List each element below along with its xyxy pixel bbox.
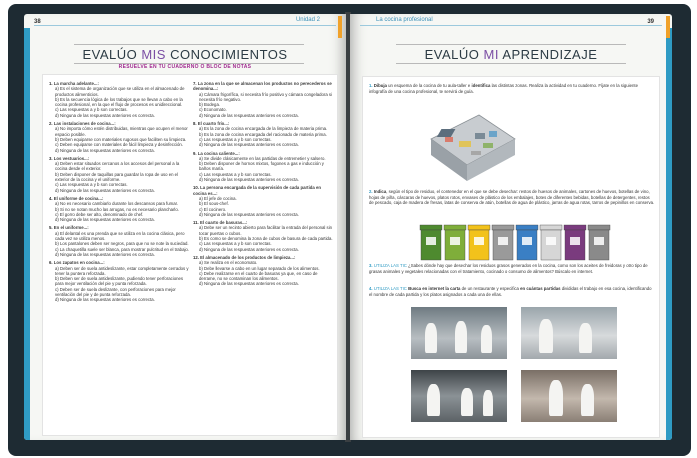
left-page-number: 38 xyxy=(34,19,41,25)
recycling-bins-illustration xyxy=(419,223,611,263)
answer-option: a) Deben estar situados cercanos a los accesos del personal a la cocina desde el exterior. xyxy=(55,161,180,172)
answer-option: c) Las respuestas a y b son correctas. xyxy=(55,182,128,188)
activity-1 xyxy=(369,83,655,94)
answer-option: a) El jefe de cocina. xyxy=(199,195,237,201)
answer-option: c) El cocinero. xyxy=(199,206,227,212)
activity-keyword: en cuántas partidas xyxy=(520,286,561,291)
activities-panel xyxy=(362,76,660,438)
quiz-question xyxy=(193,255,333,287)
question-text: La zona en la que se almacenan los productos no perecederos se denomina...: xyxy=(193,81,332,92)
recycling-bin xyxy=(444,225,466,260)
left-page xyxy=(24,14,346,440)
recycling-bin xyxy=(492,225,514,260)
answer-option: c) Deben ser de suela deslizante, con perforaciones para mejor ventilación del pie y de punta reforzada. xyxy=(55,286,176,297)
answer-option: a) No importa cómo estén distribuidas, mientras que ocupen el menor espacio posible. xyxy=(55,126,188,137)
answer-option: d) Ninguna de las respuestas anteriores es correcta. xyxy=(199,246,299,252)
quiz-question xyxy=(193,185,333,217)
recycling-bin xyxy=(468,225,490,260)
activity-3 xyxy=(369,263,655,274)
activity-keyword: Indica xyxy=(373,189,387,194)
activity-number: 4. xyxy=(369,286,373,291)
answer-option: c) Deben equiparse con materiales de fácil limpieza y desinfección. xyxy=(55,142,184,148)
quiz-column-1 xyxy=(49,81,189,306)
answer-option: d) Ninguna de las respuestas anteriores es correcta. xyxy=(199,112,299,118)
left-page-subtitle: RESUELVE EN TU CUADERNO O BLOC DE NOTAS xyxy=(118,64,252,70)
answer-option: c) Las respuestas a y b son correctas. xyxy=(199,241,272,247)
activity-text: un esquema de la cocina de tu aula-taller e xyxy=(386,83,472,88)
answer-option: d) Ninguna de las respuestas anteriores es correcta. xyxy=(55,112,155,118)
quiz-panel xyxy=(42,74,338,436)
answer-option: b) Bodega. xyxy=(199,102,221,108)
answer-option: a) Se realiza en el economato. xyxy=(199,260,258,266)
answer-option: c) La chaquetilla suele ser blanca, para mostrar pulcritud en el trabajo. xyxy=(55,246,189,252)
activity-keyword: identifica xyxy=(471,83,491,88)
right-page xyxy=(350,14,672,440)
activity-keyword: Busca en internet la carta xyxy=(406,286,461,291)
question-number: 9. xyxy=(193,150,198,156)
right-running-header xyxy=(360,14,662,26)
answer-option: b) El sous-chef. xyxy=(199,201,229,207)
answer-option: b) Los pantalones deben ser negros, para que no se note la suciedad. xyxy=(55,241,189,247)
activity-text: las distintas zonas. Realiza la actividad en tu cuaderno. Fíjate en la siguiente infografía de una cocina profesional, te servirá de guía. xyxy=(369,83,638,94)
quiz-question xyxy=(193,151,333,183)
title-part: EVALÚO xyxy=(424,47,484,62)
answer-option: b) Si no se notan mucho las arrugas, no es necesario plancharlo. xyxy=(55,206,179,212)
question-number: 7. xyxy=(193,81,198,86)
tic-label: UTILIZA LAS TIC xyxy=(373,286,407,291)
question-text: Los vestuarios...: xyxy=(53,155,90,161)
right-running-head-text: La cocina profesional xyxy=(376,17,433,23)
answer-option: d) Ninguna de las respuestas anteriores es correcta. xyxy=(55,297,155,303)
answer-option: d) Ninguna de las respuestas anteriores es correcta. xyxy=(55,147,155,153)
activity-text: de un restaurante y especifica xyxy=(460,286,521,291)
title-accent: MI xyxy=(483,47,499,62)
left-edge-strip xyxy=(24,28,30,440)
recycling-bin xyxy=(540,225,562,260)
answer-option: c) Debe realizarse en el cuarto de basuras ya que, en caso de derrame, no se contaminan los alimentos. xyxy=(199,270,318,282)
question-title xyxy=(193,81,333,92)
answer-option: c) Las respuestas a y b son correctas. xyxy=(55,107,128,113)
kitchen-infographic xyxy=(423,109,519,187)
question-number: 3. xyxy=(49,155,54,161)
kitchen-photo-2 xyxy=(521,307,617,359)
tic-label: UTILIZA LAS TIC xyxy=(373,263,407,268)
answer-option: d) Ninguna de las respuestas anteriores es correcta. xyxy=(55,251,155,257)
answer-option: a) Es la zona de cocina encargada de la limpieza de materia prima. xyxy=(199,126,328,132)
right-page-title xyxy=(350,47,672,62)
answer-option: a) No es necesario cambiarlo durante los descansos para fumar. xyxy=(55,201,179,207)
question-number: 6. xyxy=(49,260,54,266)
question-number: 4. xyxy=(49,195,54,201)
answer-option: d) Ninguna de las respuestas anteriores es correcta. xyxy=(55,217,155,223)
question-text: La persona encargada de la supervisión de cada partida en cocina es...: xyxy=(193,185,322,196)
question-number: 8. xyxy=(193,121,198,127)
answer-option: b) Es la secuencia lógica de los trabajos que se llevan a cabo en la cocina profesional, en la que el flujo de procesos es unidireccional. xyxy=(55,96,183,108)
quiz-question xyxy=(49,156,189,193)
kitchen-photo-1 xyxy=(411,307,507,359)
quiz-column-2 xyxy=(193,81,333,290)
quiz-question xyxy=(49,225,189,257)
question-number: 5. xyxy=(49,225,54,231)
activity-text: divididas el trabajo en esa cocina, identificando el nombre de cada partida y los platos asignados a cada una de ellas. xyxy=(369,286,652,297)
answer-option: d) Ninguna de las respuestas anteriores es correcta. xyxy=(199,281,299,287)
recycling-bin xyxy=(516,225,538,260)
quiz-question xyxy=(193,220,333,252)
right-page-number: 39 xyxy=(647,19,654,25)
question-number: 1. xyxy=(49,81,54,86)
left-page-title xyxy=(24,47,346,62)
recycling-bin xyxy=(564,225,586,260)
recycling-bin xyxy=(420,225,442,260)
answer-option: b) Es como se denomina la zona de cubos de basura de cada partida. xyxy=(199,236,333,242)
answer-option: a) Se divide clásicamente en las partidas de entremetier y salsero. xyxy=(199,155,326,161)
left-edge-tab xyxy=(338,16,342,38)
answer-option: c) Las respuestas a y b son correctas. xyxy=(199,136,272,142)
kitchen-photo-3 xyxy=(411,370,507,422)
question-text: El cuarto de basuras...: xyxy=(199,220,248,226)
answer-option: d) Ninguna de las respuestas anteriores es correcta. xyxy=(55,187,155,193)
activity-number: 3. xyxy=(369,263,373,268)
question-text: El uniforme de cocina...: xyxy=(53,195,104,201)
answer-option: a) Es el sistema de organización que se utiliza en el almacenado de productos alimenticios. xyxy=(55,86,185,97)
question-text: La cocina caliente...: xyxy=(197,150,240,156)
answer-option: b) Deben disponer de taquillas para guardar la ropa de uso en el exterior de la cocina y el uniforme. xyxy=(55,171,179,183)
question-number: 2. xyxy=(49,121,54,127)
activity-number: 1. xyxy=(369,83,373,88)
activity-text: , según el tipo de residuo, el contenedor en el que se debe desechar: restos de huesos de animales, cartones de huevos, botellas de vino, hojas de piña, cáscaras de huevos, platos rotos, envases de plástico de los embalajes, botes de diferentes bebidas, botellas de detergentes, restos de pescado, caja de madera de fresas, latas de conserva de atún, botellas de agua de plástico, jarras de agua rotas, tarros de pepinillos en conserva. xyxy=(369,189,655,206)
right-edge-strip xyxy=(666,28,672,440)
answer-option: a) Deben ser de suela antideslizante, estar completamente cerrados y tener la puntera reforzada. xyxy=(55,265,189,276)
answer-option: b) Deben disponer de hornos mixtos, fogones a gas e inducción y baños maría. xyxy=(199,161,324,172)
answer-option: c) El gorro debe ser alto, denominado de chef. xyxy=(55,211,144,217)
question-title xyxy=(193,185,333,196)
answer-option: d) Ninguna de las respuestas anteriores es correcta. xyxy=(199,211,299,217)
question-number: 11. xyxy=(193,220,200,226)
title-accent: MIS xyxy=(141,47,166,62)
answer-option: d) Ninguna de las respuestas anteriores es correcta. xyxy=(199,177,299,183)
quiz-question xyxy=(193,81,333,118)
quiz-question xyxy=(49,121,189,153)
title-part: EVALÚO xyxy=(82,47,142,62)
question-text: En el uniforme...: xyxy=(53,225,89,231)
question-text: La marcha adelante...: xyxy=(53,81,99,86)
answer-option: a) Cámara frigorífica, si necesita frío positivo y cámara congeladora si necesita frío negativo. xyxy=(199,91,333,102)
activity-keyword: Dibuja xyxy=(373,83,387,88)
title-part: APRENDIZAJE xyxy=(498,47,598,62)
answer-option: c) Las respuestas a y b son correctas. xyxy=(199,171,272,177)
answer-option: b) Deben ser de suela antideslizante, pudiendo tener perforaciones para mejor ventilación del pie y punta reforzada. xyxy=(55,276,184,287)
activity-text: ¿Sabes dónde hay que desechar los residuos grasos generados en la cocina, como son los aceites de freidoras y otro tipo de grasas animales y vegetales relacionadas con el tratamiento, cocinado o consumo de alimentos? Búscalo en internet. xyxy=(369,263,648,274)
question-number: 10. xyxy=(193,185,201,191)
activity-number: 2. xyxy=(369,189,373,194)
quiz-question xyxy=(49,81,189,118)
answer-option: b) Debe llevarse a cabo en un lugar separado de los alimentos. xyxy=(199,265,320,271)
question-text: El cuarto frío...: xyxy=(197,121,230,127)
quiz-question xyxy=(49,196,189,222)
activity-2 xyxy=(369,189,655,206)
kitchen-photo-4 xyxy=(521,370,617,422)
answer-option: b) Deben equiparse con materiales rugosos que faciliten su limpieza. xyxy=(55,136,187,142)
answer-option: a) El delantal es una prenda que se utiliza en la cocina clásica, pero cada vez se utiliza menos. xyxy=(55,230,185,242)
left-running-head-text: Unidad 2 xyxy=(295,17,320,23)
answer-option: a) Debe ser un recinto abierto para facilitar la entrada del personal sin tocar puertas o cubos. xyxy=(199,225,333,236)
answer-option: c) Economato. xyxy=(199,107,227,113)
question-text: Las instalaciones de cocina...: xyxy=(53,121,116,127)
recycling-bin xyxy=(588,225,610,260)
answer-option: b) Es la zona de cocina encargada del racionado de materia prima. xyxy=(199,131,327,137)
right-edge-tab xyxy=(666,16,670,38)
quiz-question xyxy=(193,121,333,147)
left-running-header xyxy=(34,14,336,26)
question-text: El almacenado de los productos de limpieza...: xyxy=(200,254,296,260)
activity-4 xyxy=(369,286,655,297)
quiz-question xyxy=(49,260,189,302)
answer-option: d) Ninguna de las respuestas anteriores es correcta. xyxy=(199,142,299,148)
question-number: 12. xyxy=(193,254,201,260)
title-part: CONOCIMIENTOS xyxy=(165,47,288,62)
question-text: Los zapatos en cocina...: xyxy=(53,260,105,266)
